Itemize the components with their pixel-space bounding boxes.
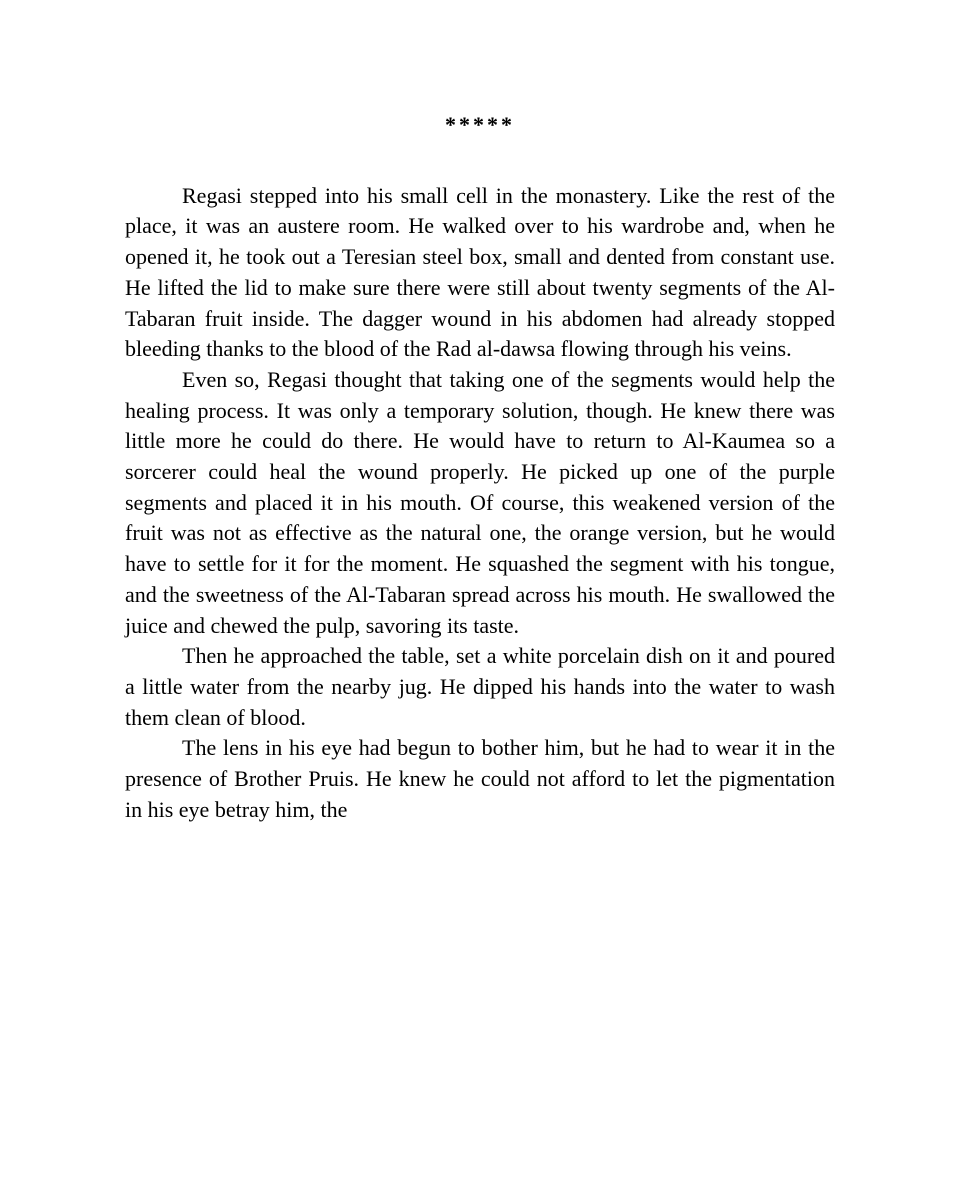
paragraph: Then he approached the table, set a white porcelain dish on it and poured a little water from the nearby jug. He dipped his hands into the water to wash them clean of blood.	[125, 643, 835, 730]
paragraph: Even so, Regasi thought that taking one of the segments would help the healing process. It was only a temporary solution, though. He knew there was little more he could do there. He would have to return to Al-Kaumea so a sorcerer could heal the wound properly. He picked up one of the purple segments and placed it in his mouth. Of course, this weakened version of the fruit was not as effective as the natural one, the orange version, but he would have to settle for it for the moment. He squashed the segment with his tongue, and the sweetness of the Al-Tabaran spread across his mouth. He swallowed the juice and chewed the pulp, savoring its taste.	[125, 366, 835, 638]
scene-break-separator: *****	[445, 112, 515, 137]
body-text	[125, 181, 835, 826]
document-page	[125, 110, 835, 825]
paragraph: The lens in his eye had begun to bother him, but he had to wear it in the presence of Brother Pruis. He knew he could not afford to let the pigmentation in his eye betray him, the	[125, 735, 835, 822]
paragraph: Regasi stepped into his small cell in the monastery. Like the rest of the place, it was an austere room. He walked over to his wardrobe and, when he opened it, he took out a Teresian steel box, small and dented from constant use. He lifted the lid to make sure there were still about twenty segments of the Al-Tabaran fruit inside. The dagger wound in his abdomen had already stopped bleeding thanks to the blood of the Rad al-dawsa flowing through his veins.	[125, 182, 835, 362]
